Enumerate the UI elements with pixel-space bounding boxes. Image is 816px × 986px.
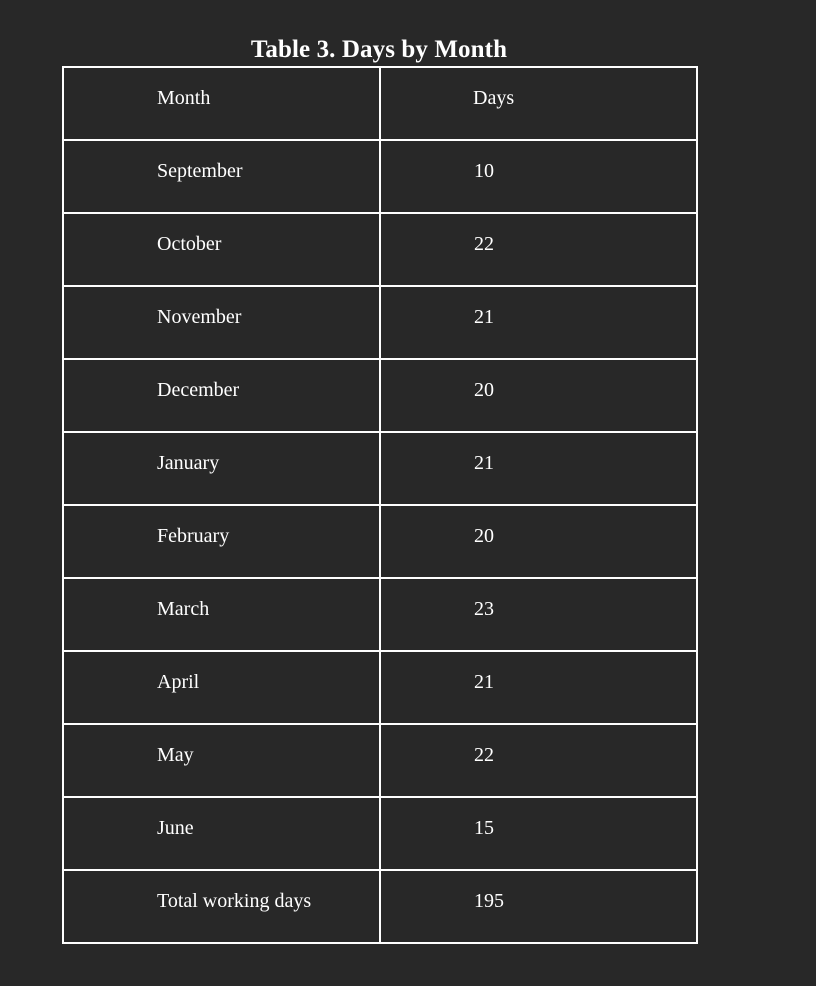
month-label: April (157, 671, 200, 693)
month-cell (63, 140, 380, 213)
days-value: 22 (474, 233, 494, 255)
days-cell (380, 724, 697, 797)
month-label: January (157, 452, 220, 474)
days-cell (380, 286, 697, 359)
month-label: February (157, 525, 230, 547)
table-title: Table 3. Days by Month (250, 36, 508, 63)
month-cell (63, 213, 380, 286)
days-cell (380, 213, 697, 286)
days-value: 23 (474, 598, 494, 620)
table-row (63, 724, 697, 797)
table-row (63, 432, 697, 505)
table-row (63, 286, 697, 359)
total-value-cell (380, 870, 697, 943)
days-value: 21 (474, 452, 494, 474)
days-by-month-table (62, 66, 698, 944)
month-label: September (157, 160, 243, 182)
table-row (63, 359, 697, 432)
table-total-row (63, 870, 697, 943)
month-label: May (157, 744, 194, 766)
month-label: March (157, 598, 210, 620)
days-value: 21 (474, 671, 494, 693)
days-cell (380, 505, 697, 578)
table-row (63, 140, 697, 213)
table-row (63, 651, 697, 724)
month-label: December (157, 379, 240, 401)
month-label: November (157, 306, 242, 328)
days-cell (380, 140, 697, 213)
month-cell (63, 724, 380, 797)
table-row (63, 505, 697, 578)
month-cell (63, 286, 380, 359)
month-cell (63, 359, 380, 432)
days-value: 20 (474, 379, 494, 401)
month-label: October (157, 233, 222, 255)
table-row (63, 797, 697, 870)
days-cell (380, 359, 697, 432)
table-row (63, 213, 697, 286)
month-label: June (157, 817, 194, 839)
days-value: 20 (474, 525, 494, 547)
days-cell (380, 578, 697, 651)
month-cell (63, 578, 380, 651)
total-value: 195 (474, 890, 504, 912)
total-label: Total working days (157, 890, 312, 912)
table-row (63, 578, 697, 651)
month-cell (63, 505, 380, 578)
header-month (63, 67, 380, 140)
days-value: 15 (474, 817, 494, 839)
days-cell (380, 651, 697, 724)
days-cell (380, 797, 697, 870)
month-cell (63, 651, 380, 724)
total-label-cell (63, 870, 380, 943)
header-days (380, 67, 697, 140)
header-month-label: Month (157, 87, 211, 109)
month-cell (63, 432, 380, 505)
days-value: 22 (474, 744, 494, 766)
table-header-row (63, 67, 697, 140)
month-cell (63, 797, 380, 870)
days-value: 10 (474, 160, 494, 182)
header-days-label: Days (473, 87, 515, 109)
days-value: 21 (474, 306, 494, 328)
days-cell (380, 432, 697, 505)
